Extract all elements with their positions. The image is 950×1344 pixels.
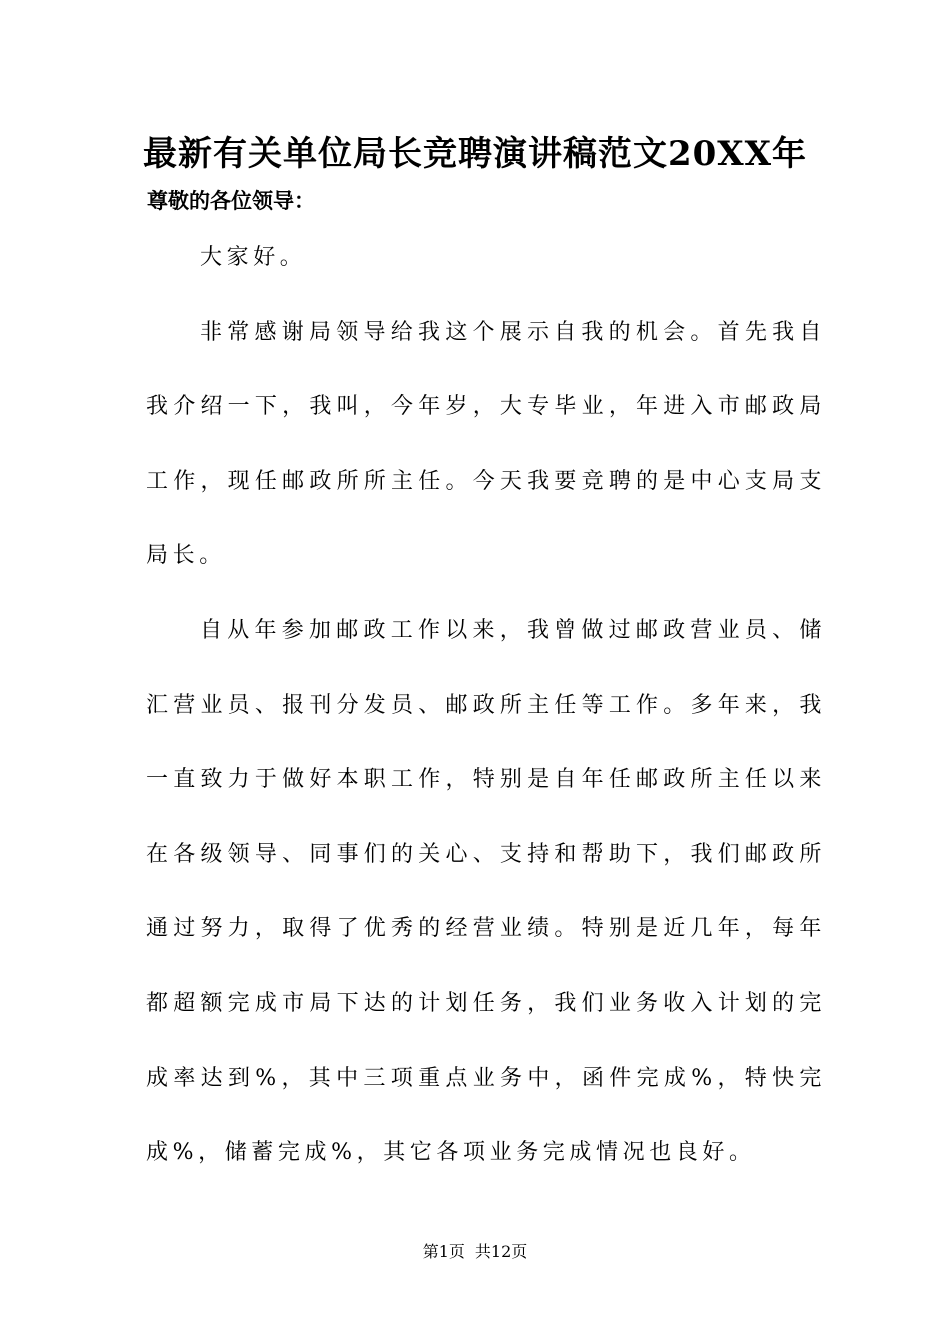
document-title: 最新有关单位局长竞聘演讲稿范文20XX年: [142, 134, 808, 174]
page-total: 共12页: [474, 1242, 528, 1261]
page-footer: [0, 1240, 950, 1264]
page-number: 第1页: [422, 1242, 465, 1261]
salutation: 尊敬的各位领导：: [147, 189, 315, 213]
document-body: [146, 221, 826, 1191]
paragraph-introduction: 非常感谢局领导给我这个展示自我的机会。首先我自我介绍一下，我叫，今年岁，大专毕业，年进入市邮政局工作，现任邮政所所主任。今天我要竞聘的是中心支局支局长。: [146, 319, 826, 569]
paragraph-work-history: 自从年参加邮政工作以来，我曾做过邮政营业员、储汇营业员、报刊分发员、邮政所主任等工作。多年来，我一直致力于做好本职工作，特别是自年任邮政所主任以来在各级领导、同事们的关心、支持和帮助下，我们邮政所通过努力，取得了优秀的经营业绩。特别是近几年，每年都超额完成市局下达的计划任务，我们业务收入计划的完成率达到%，其中三项重点业务中，函件完成%，特快完成%，储蓄完成%，其它各项业务完成情况也良好。: [146, 617, 826, 1166]
paragraph-greeting: 大家好。: [200, 245, 307, 270]
